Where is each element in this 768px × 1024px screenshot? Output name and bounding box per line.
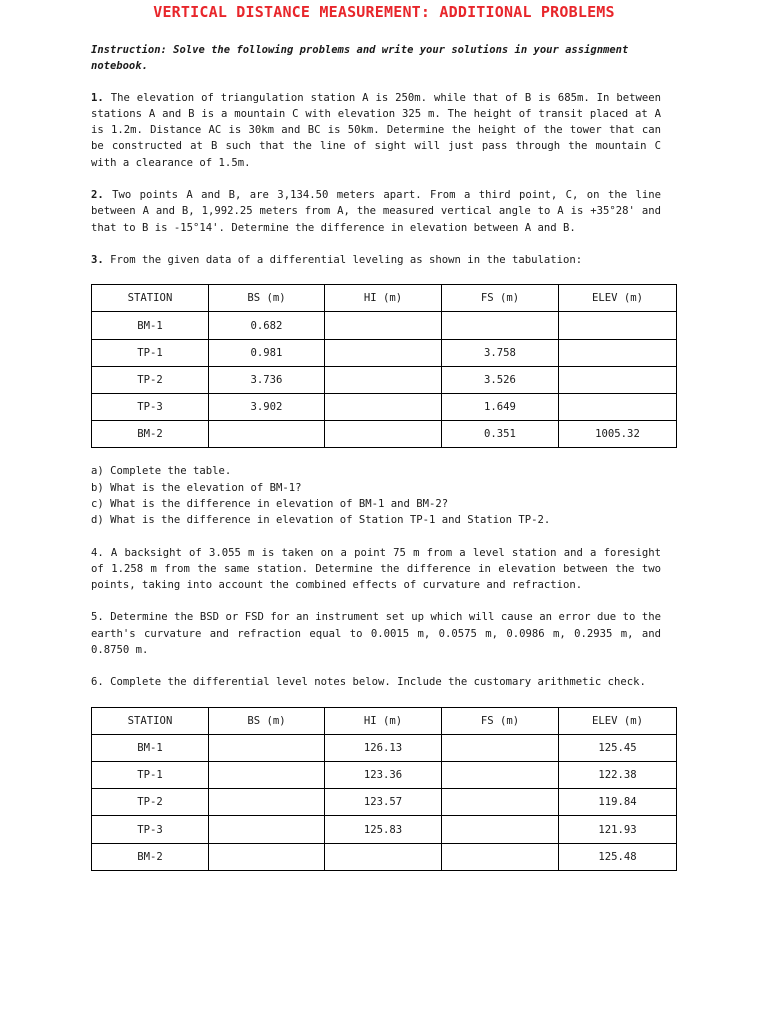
problem-5: 5. Determine the BSD or FSD for an instrument set up which will cause an error due to the earth's curvature and refraction equal to 0.0015 m, 0.0575 m, 0.0986 m, 0.2935 m, and 0.8750 m. — [91, 611, 661, 657]
problem-1-text: The elevation of triangulation station A is 250m. while that of B is 685m. In between stations A and B is a mountain C with elevation 325 m. The height of transit placed at A is 1.2m. Distance AC is 30km and BC is 50km. Determine the height of the tower that can be constructed at B such that the line of sight will just pass through the mountain C with a clearance of 1.5m. — [91, 91, 661, 169]
table-row — [92, 789, 677, 816]
table-row — [92, 312, 677, 339]
table-cell: TP-3 — [92, 394, 209, 421]
table-cell: BM-1 — [92, 312, 209, 339]
table-cell — [209, 843, 325, 870]
table-header-cell: ELEV (m) — [559, 285, 677, 312]
table-cell: 0.351 — [442, 421, 559, 448]
table-cell — [209, 734, 325, 761]
table-cell — [325, 843, 442, 870]
problem-2-text: Two points A and B, are 3,134.50 meters apart. From a third point, C, on the line between A and B, 1,992.25 meters from A, the measured vertical angle to A is +35°28' and that to B is -15°14'. Determine the difference in elevation between A and B. — [91, 189, 661, 234]
table-cell — [559, 366, 677, 393]
table-header-cell: FS (m) — [442, 285, 559, 312]
subquestion-item: d) What is the difference in elevation of Station TP-1 and Station TP-2. — [91, 514, 551, 527]
table-cell — [325, 366, 442, 393]
table-cell: 3.758 — [442, 339, 559, 366]
table-cell — [325, 394, 442, 421]
table-cell: 123.36 — [325, 762, 442, 789]
table-header-cell: STATION — [92, 285, 209, 312]
table-cell: TP-1 — [92, 339, 209, 366]
table-cell — [325, 421, 442, 448]
table-header-cell: FS (m) — [442, 707, 559, 734]
table-cell — [209, 789, 325, 816]
table-cell — [559, 312, 677, 339]
table-cell: 125.83 — [325, 816, 442, 843]
problem-2 — [91, 187, 661, 236]
instruction-text: Instruction: Solve the following problems and write your solutions in your assignment notebook. — [91, 44, 629, 73]
subquestion-list — [91, 463, 661, 528]
problem-4: 4. A backsight of 3.055 m is taken on a point 75 m from a level station and a foresight of 1.258 m from the same station. Determine the difference in elevation between the two points, taking into account the combined effects of curvature and refraction. — [91, 546, 661, 592]
table-cell — [442, 312, 559, 339]
table-cell — [325, 312, 442, 339]
table-cell: 126.13 — [325, 734, 442, 761]
table-header-cell: HI (m) — [325, 285, 442, 312]
table-cell — [442, 816, 559, 843]
table-cell: 1.649 — [442, 394, 559, 421]
document-body — [91, 42, 661, 871]
table-cell — [209, 421, 325, 448]
table-cell — [442, 789, 559, 816]
table-cell — [209, 816, 325, 843]
table-cell: TP-3 — [92, 816, 209, 843]
table-header-cell: BS (m) — [209, 285, 325, 312]
problem-3-number: 3. — [91, 253, 104, 266]
leveling-table-1 — [91, 284, 677, 448]
table-cell: 122.38 — [559, 762, 677, 789]
table-header-row — [92, 285, 677, 312]
table-row — [92, 421, 677, 448]
table-row — [92, 816, 677, 843]
problem-3 — [91, 252, 661, 268]
problem-2-number: 2. — [91, 189, 104, 202]
table-cell: 119.84 — [559, 789, 677, 816]
table-cell — [559, 339, 677, 366]
subquestion-item: b) What is the elevation of BM-1? — [91, 481, 302, 494]
table-header-cell: STATION — [92, 707, 209, 734]
problem-1-number: 1. — [91, 91, 104, 104]
table-cell: TP-2 — [92, 366, 209, 393]
table-cell: BM-2 — [92, 843, 209, 870]
table-cell: 121.93 — [559, 816, 677, 843]
table-cell: TP-1 — [92, 762, 209, 789]
table-row — [92, 762, 677, 789]
table-row — [92, 366, 677, 393]
table-cell — [209, 762, 325, 789]
leveling-table-2 — [91, 707, 677, 871]
table-cell: 125.48 — [559, 843, 677, 870]
table-cell: 125.45 — [559, 734, 677, 761]
table-cell: 0.981 — [209, 339, 325, 366]
table-cell — [325, 339, 442, 366]
table-cell — [442, 734, 559, 761]
table-cell: BM-2 — [92, 421, 209, 448]
table-header-cell: ELEV (m) — [559, 707, 677, 734]
table-row — [92, 734, 677, 761]
problem-3-text: From the given data of a differential leveling as shown in the tabulation: — [103, 253, 583, 266]
problem-6: 6. Complete the differential level notes below. Include the customary arithmetic check. — [91, 676, 646, 689]
table-cell — [442, 762, 559, 789]
table-cell: TP-2 — [92, 789, 209, 816]
table-cell: 3.902 — [209, 394, 325, 421]
table-cell: 123.57 — [325, 789, 442, 816]
table-cell: 3.736 — [209, 366, 325, 393]
table-cell — [442, 843, 559, 870]
table-header-cell: HI (m) — [325, 707, 442, 734]
table-cell: 3.526 — [442, 366, 559, 393]
table-row — [92, 394, 677, 421]
page-title: VERTICAL DISTANCE MEASUREMENT: ADDITIONAL PROBLEMS — [153, 3, 615, 21]
table-cell: 0.682 — [209, 312, 325, 339]
table-header-cell: BS (m) — [209, 707, 325, 734]
table-row — [92, 843, 677, 870]
subquestion-item: a) Complete the table. — [91, 465, 232, 478]
table-header-row — [92, 707, 677, 734]
table-cell: 1005.32 — [559, 421, 677, 448]
subquestion-item: c) What is the difference in elevation of BM-1 and BM-2? — [91, 497, 449, 510]
table-cell: BM-1 — [92, 734, 209, 761]
table-row — [92, 339, 677, 366]
table-cell — [559, 394, 677, 421]
problem-1 — [91, 90, 661, 171]
